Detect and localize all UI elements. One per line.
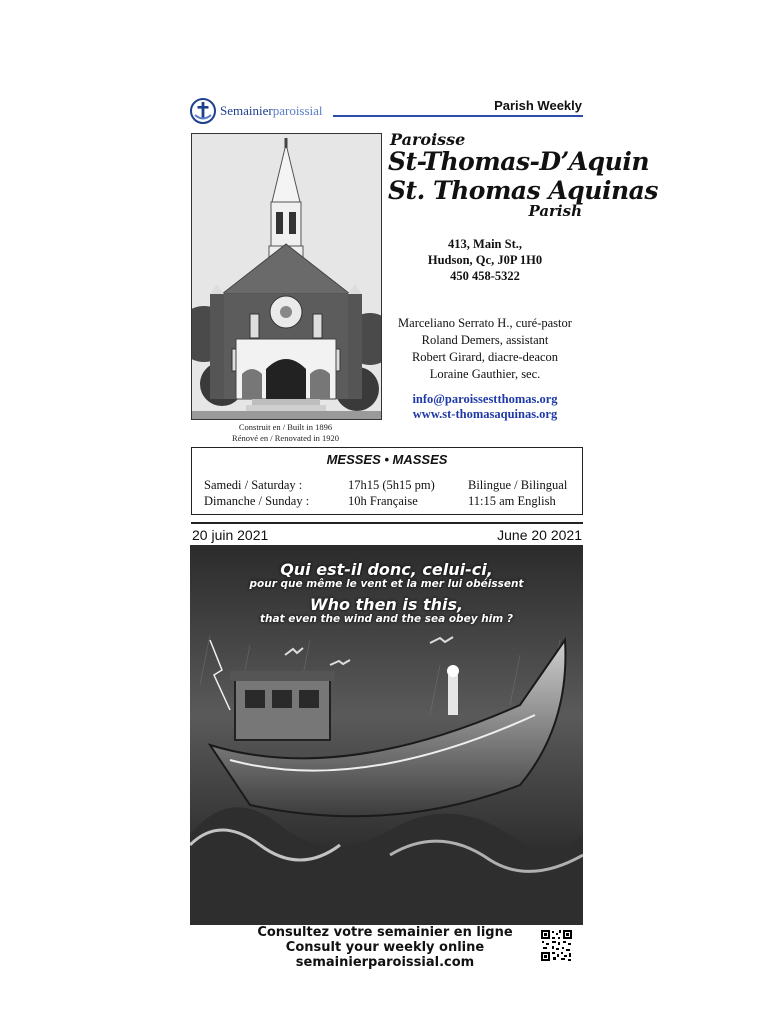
footer-line-fr: Consultez votre semainier en ligne xyxy=(257,925,513,940)
mass-time: 17h15 (5h15 pm) xyxy=(348,478,435,492)
mass-day: Dimanche / Sunday : xyxy=(204,494,310,508)
photo-caption: Construit en / Built in 1896 Rénové en / Renovated in 1920 xyxy=(232,422,339,443)
footer-url[interactable]: semainierparoissial.com xyxy=(295,955,475,970)
image-quote-fr: Qui est-il donc, celui-ci, xyxy=(280,560,493,579)
footer-line-en: Consult your weekly online xyxy=(285,940,485,955)
image-subquote-fr: pour que même le vent et la mer lui obéissent xyxy=(249,578,524,590)
website-link[interactable]: www.st-thomasaquinas.org xyxy=(412,407,558,421)
date-english: June 20 2021 xyxy=(497,527,582,543)
address-phone: 450 458-5322 xyxy=(450,269,520,283)
title-parish: Parish xyxy=(528,202,582,220)
cross-logo-icon xyxy=(190,98,216,124)
staff-item: Robert Girard, diacre-deacon xyxy=(411,350,559,364)
address-city: Hudson, Qc, J0P 1H0 xyxy=(427,253,543,267)
qr-code-icon[interactable] xyxy=(540,929,573,962)
storm-boat-image xyxy=(190,545,583,925)
mass-time: 10h Française xyxy=(348,494,418,508)
header-label: Parish Weekly xyxy=(494,98,582,113)
header-rule xyxy=(333,115,583,117)
email-link[interactable]: info@paroissestthomas.org xyxy=(412,392,558,406)
contact-block xyxy=(390,392,580,422)
staff-item: Loraine Gauthier, sec. xyxy=(429,367,541,381)
address-block xyxy=(390,236,580,284)
address-street: 413, Main St., xyxy=(448,237,522,251)
logo-wordmark: Semainierparoissial xyxy=(220,103,323,118)
footer-text xyxy=(230,925,540,970)
mass-schedule-title: MESSES • MASSES xyxy=(326,452,448,467)
staff-item: Marceliano Serrato H., curé-pastor xyxy=(398,316,572,330)
parish-name-en: St. Thomas Aquinas xyxy=(388,176,658,205)
image-subquote-en: that even the wind and the sea obey him ? xyxy=(260,613,513,625)
title-paroisse: Paroisse xyxy=(390,130,466,149)
date-french: 20 juin 2021 xyxy=(192,527,269,543)
image-quote-en: Who then is this, xyxy=(309,595,464,614)
staff-list xyxy=(390,315,580,383)
mass-language: 11:15 am English xyxy=(468,494,556,508)
parish-name-fr: St-Thomas-D’Aquin xyxy=(388,147,650,176)
church-photo xyxy=(191,133,382,420)
semainier-logo xyxy=(190,95,340,127)
mass-language: Bilingue / Bilingual xyxy=(468,478,568,492)
staff-item: Roland Demers, assistant xyxy=(421,333,549,347)
mass-day: Samedi / Saturday : xyxy=(204,478,303,492)
date-rule xyxy=(191,522,583,524)
